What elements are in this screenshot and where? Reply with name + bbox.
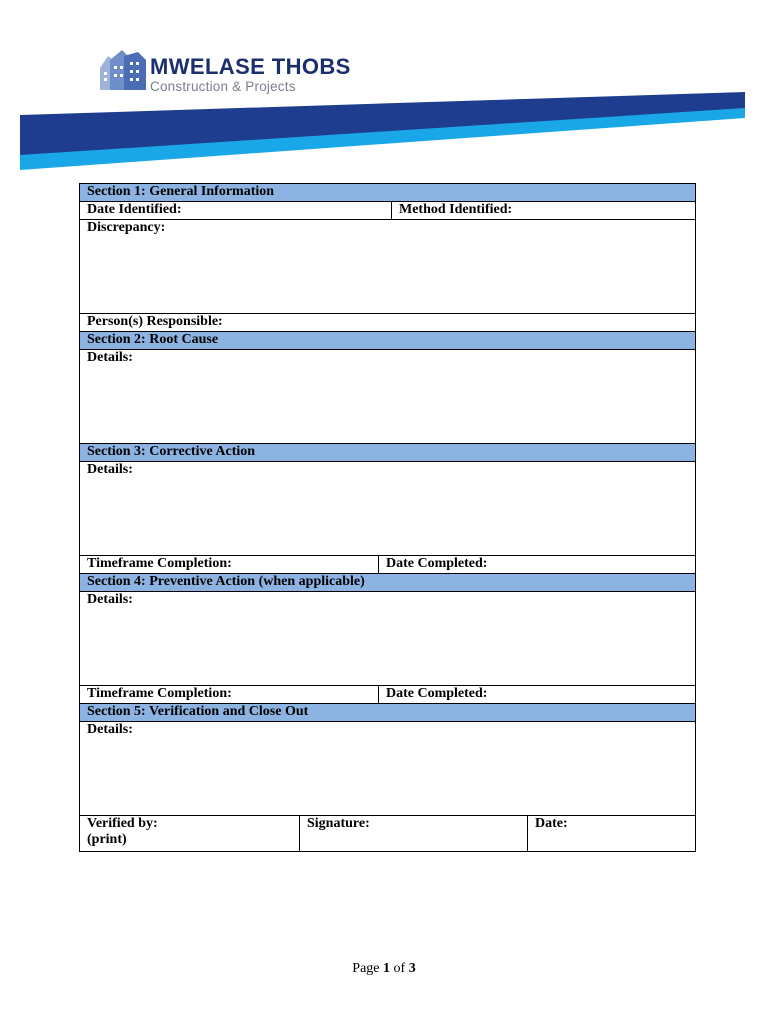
building-logo-icon: [100, 50, 146, 90]
verification-signoff-row: [80, 816, 696, 852]
section-1-header: [80, 184, 696, 202]
verification-date-field[interactable]: Date:: [528, 816, 696, 852]
verification-details-row: [80, 722, 696, 816]
date-identified-field[interactable]: Date Identified:: [80, 202, 392, 220]
verified-by-field[interactable]: [80, 816, 300, 852]
corrective-details-field[interactable]: Details:: [80, 462, 696, 556]
company-logo: [150, 56, 351, 94]
section-2-header: [80, 332, 696, 350]
verified-by-print-note: (print): [87, 832, 127, 847]
corrective-details-row: [80, 462, 696, 556]
section-4-title: Section 4: Preventive Action (when applicable): [80, 574, 696, 592]
preventive-details-field[interactable]: Details:: [80, 592, 696, 686]
corrective-timeframe-row: [80, 556, 696, 574]
discrepancy-field[interactable]: Discrepancy:: [80, 220, 696, 314]
corrective-timeframe-field[interactable]: Timeframe Completion:: [80, 556, 379, 574]
section-5-title: Section 5: Verification and Close Out: [80, 704, 696, 722]
signature-field[interactable]: Signature:: [300, 816, 528, 852]
corrective-date-completed-field[interactable]: Date Completed:: [379, 556, 696, 574]
page-word: Page: [352, 961, 380, 976]
persons-responsible-field[interactable]: Person(s) Responsible:: [80, 314, 696, 332]
section-3-header: [80, 444, 696, 462]
verification-details-field[interactable]: Details:: [80, 722, 696, 816]
verified-by-label: Verified by:: [87, 816, 158, 831]
section-2-title: Section 2: Root Cause: [80, 332, 696, 350]
header-banner: [0, 0, 768, 180]
section-1-title: Section 1: General Information: [80, 184, 696, 202]
page-footer: [0, 961, 768, 977]
corrective-action-form: [79, 183, 696, 852]
preventive-date-completed-field[interactable]: Date Completed:: [379, 686, 696, 704]
company-name: MWELASE THOBS: [150, 54, 351, 79]
preventive-timeframe-row: [80, 686, 696, 704]
discrepancy-row: [80, 220, 696, 314]
method-identified-field[interactable]: Method Identified:: [392, 202, 696, 220]
root-cause-details-field[interactable]: Details:: [80, 350, 696, 444]
section-3-title: Section 3: Corrective Action: [80, 444, 696, 462]
section-1-info-row: [80, 202, 696, 220]
preventive-timeframe-field[interactable]: Timeframe Completion:: [80, 686, 379, 704]
section-5-header: [80, 704, 696, 722]
preventive-details-row: [80, 592, 696, 686]
persons-responsible-row: [80, 314, 696, 332]
section-4-header: [80, 574, 696, 592]
company-tagline: Construction & Projects: [150, 79, 296, 94]
current-page-number: 1: [383, 961, 391, 976]
total-pages-number: 3: [408, 961, 416, 976]
root-cause-details-row: [80, 350, 696, 444]
of-word: of: [393, 961, 406, 976]
